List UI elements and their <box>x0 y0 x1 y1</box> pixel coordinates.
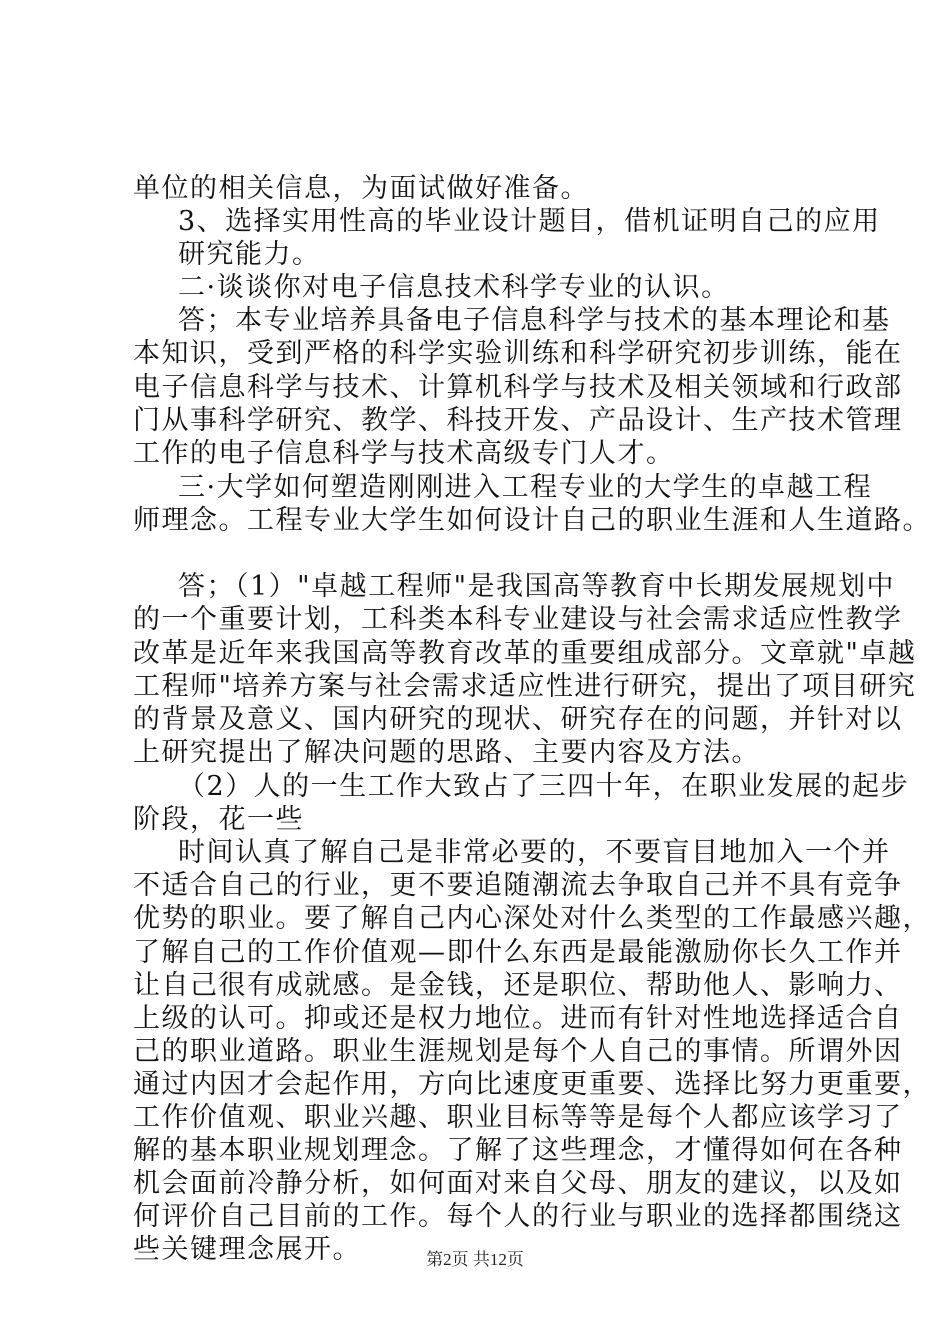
text-line: 通过内因才会起作用，方向比速度更重要、选择比努力更重要， <box>133 1069 931 1100</box>
text-line: 师理念。工程专业大学生如何设计自己的职业生涯和人生道路。 <box>133 505 931 536</box>
text-line: 单位的相关信息，为面试做好准备。 <box>133 173 589 204</box>
text-line: 解的基本职业规划理念。了解了这些理念，才懂得如何在各种 <box>133 1135 903 1166</box>
text-line: 3、选择实用性高的毕业设计题目，借机证明自己的应用 <box>178 206 881 237</box>
text-line: 电子信息科学与技术、计算机科学与技术及相关领域和行政部 <box>133 372 903 403</box>
text-line: 时间认真了解自己是非常必要的，不要盲目地加入一个并 <box>178 837 891 868</box>
text-line: 改革是近年来我国高等教育改革的重要组成部分。文章就"卓越 <box>133 638 917 669</box>
text-line: 答；（1）"卓越工程师"是我国高等教育中长期发展规划中 <box>178 571 896 602</box>
text-line: 阶段，花一些 <box>133 804 304 835</box>
text-line: 的一个重要计划，工科类本科专业建设与社会需求适应性教学 <box>133 604 903 635</box>
text-line: 优势的职业。要了解自己内心深处对什么类型的工作最感兴趣， <box>133 903 931 934</box>
text-line: 门从事科学研究、教学、科技开发、产品设计、生产技术管理 <box>133 405 903 436</box>
text-line: 了解自己的工作价值观—即什么东西是最能激励你长久工作并 <box>133 937 903 968</box>
text-line: 工作价值观、职业兴趣、职业目标等等是每个人都应该学习了 <box>133 1102 903 1133</box>
page-number-footer: 第2页 共12页 <box>426 1250 524 1269</box>
text-line: 机会面前冷静分析，如何面对来自父母、朋友的建议，以及如 <box>133 1168 903 1199</box>
text-line: 上级的认可。抑或还是权力地位。进而有针对性地选择适合自 <box>133 1003 903 1034</box>
text-line: 答；本专业培养具备电子信息科学与技术的基本理论和基 <box>178 305 891 336</box>
text-line: 工作的电子信息科学与技术高级专门人才。 <box>133 438 675 469</box>
text-line: 研究能力。 <box>178 239 321 270</box>
text-line: 己的职业道路。职业生涯规划是每个人自己的事情。所谓外因 <box>133 1036 903 1067</box>
text-line: 的背景及意义、国内研究的现状、研究存在的问题，并针对以 <box>133 704 903 735</box>
text-line: 让自己很有成就感。是金钱，还是职位、帮助他人、影响力、 <box>133 970 903 1001</box>
text-line: 何评价自己目前的工作。每个人的行业与职业的选择都围绕这 <box>133 1201 903 1232</box>
text-line: 工程师"培养方案与社会需求适应性进行研究，提出了项目研究 <box>133 671 917 702</box>
text-line: 些关键理念展开。 <box>133 1234 361 1265</box>
text-line: 三·大学如何塑造刚刚进入工程专业的大学生的卓越工程 <box>178 472 873 503</box>
text-line: （2）人的一生工作大致占了三四十年，在职业发展的起步 <box>178 771 910 802</box>
text-line: 不适合自己的行业，更不要追随潮流去争取自己并不具有竞争 <box>133 870 903 901</box>
text-line: 本知识，受到严格的科学实验训练和科学研究初步训练，能在 <box>133 338 903 369</box>
text-line: 上研究提出了解决问题的思路、主要内容及方法。 <box>133 737 760 768</box>
text-line: 二·谈谈你对电子信息技术科学专业的认识。 <box>178 272 730 303</box>
